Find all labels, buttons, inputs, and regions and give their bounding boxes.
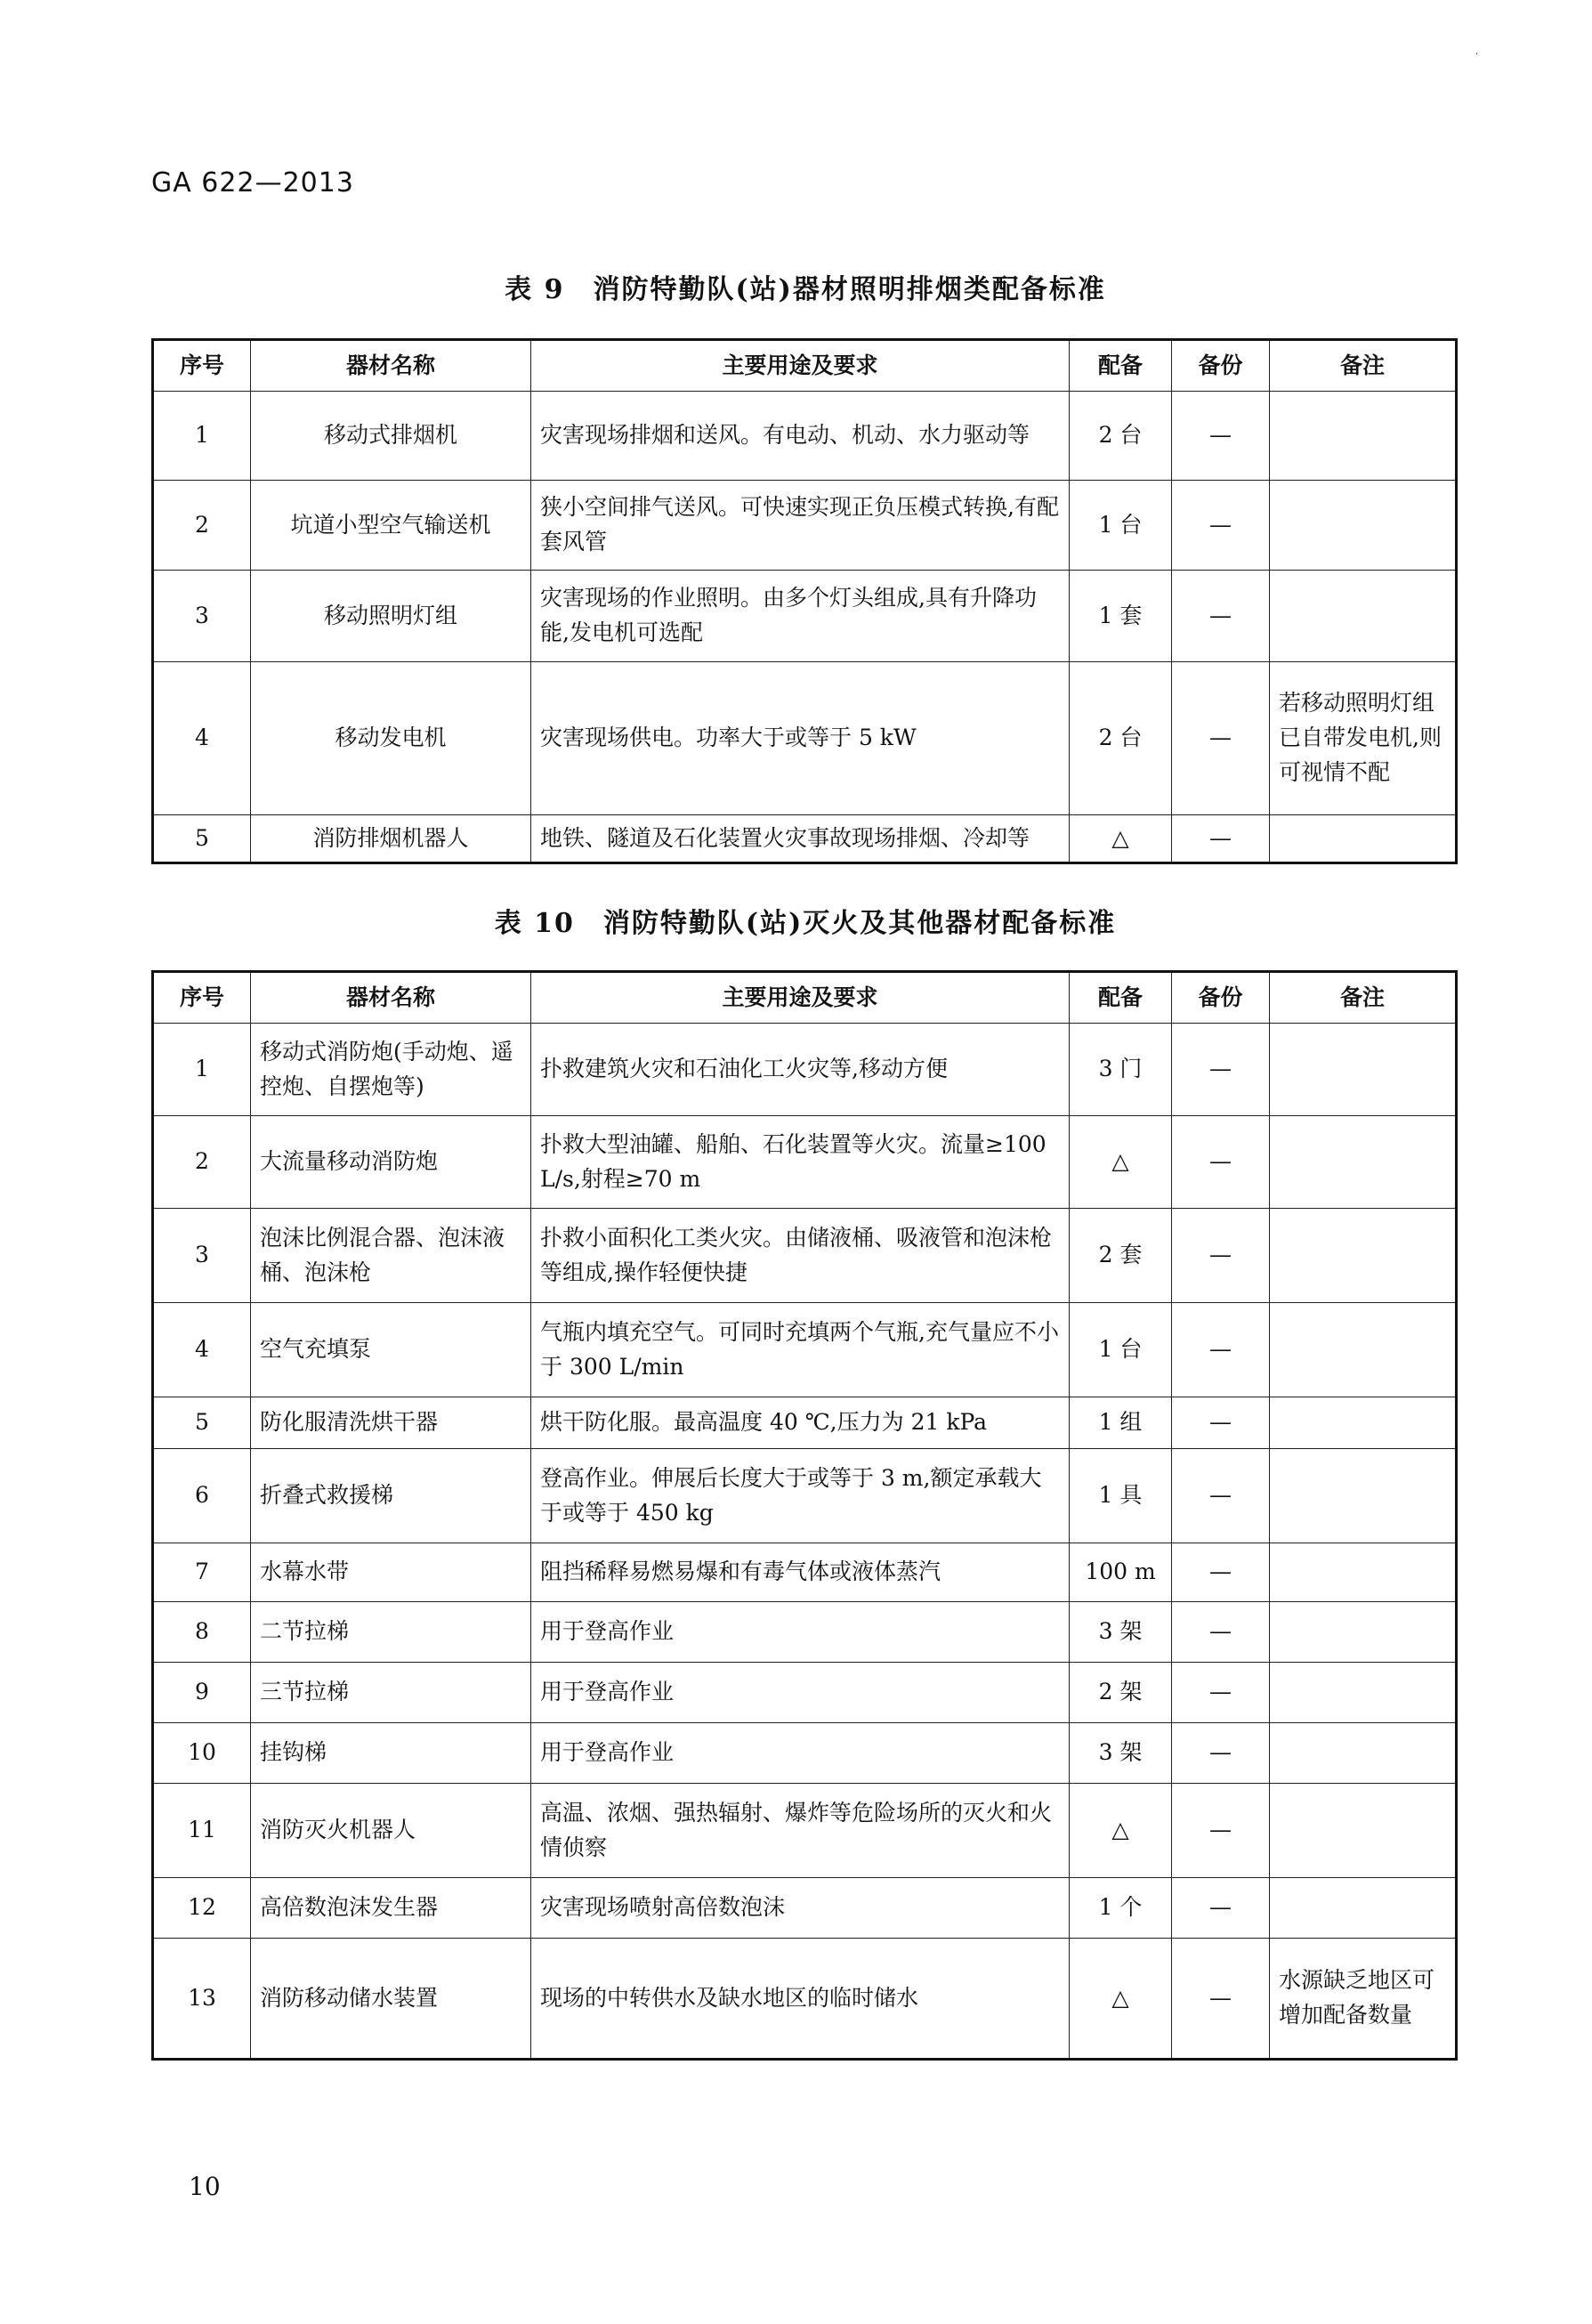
row-backup: — <box>1172 1209 1270 1303</box>
table-row <box>153 1663 1457 1723</box>
row-note <box>1270 815 1457 863</box>
col-header-backup: 备份 <box>1172 340 1270 392</box>
table10-header-row <box>153 972 1457 1024</box>
table-row <box>153 481 1457 571</box>
row-name: 高倍数泡沫发生器 <box>251 1878 531 1939</box>
row-note <box>1270 1116 1457 1209</box>
row-equip: △ <box>1070 1116 1172 1209</box>
table9-header-row <box>153 340 1457 392</box>
row-backup: — <box>1172 815 1270 863</box>
row-backup: — <box>1172 1303 1270 1397</box>
standard-number: GA 622—2013 <box>151 167 354 198</box>
row-note <box>1270 1024 1457 1116</box>
row-no: 1 <box>153 1024 251 1116</box>
row-equip: 1 套 <box>1070 571 1172 662</box>
table-row <box>153 1543 1457 1602</box>
row-name: 消防排烟机器人 <box>251 815 531 863</box>
table-row <box>153 1209 1457 1303</box>
scan-speck: · <box>1475 50 1478 60</box>
table-row <box>153 1449 1457 1543</box>
row-no: 2 <box>153 481 251 571</box>
row-equip: 1 台 <box>1070 1303 1172 1397</box>
row-no: 8 <box>153 1602 251 1663</box>
row-use: 狭小空间排气送风。可快速实现正负压模式转换,有配套风管 <box>531 481 1070 571</box>
row-use: 现场的中转供水及缺水地区的临时储水 <box>531 1939 1070 2060</box>
table9-caption: 表 9 消防特勤队(站)器材照明排烟类配备标准 <box>505 274 1106 305</box>
row-use: 登高作业。伸展后长度大于或等于 3 m,额定承载大于或等于 450 kg <box>531 1449 1070 1543</box>
row-backup: — <box>1172 1939 1270 2060</box>
row-no: 5 <box>153 815 251 863</box>
col-header-use: 主要用途及要求 <box>531 972 1070 1024</box>
row-name: 大流量移动消防炮 <box>251 1116 531 1209</box>
row-equip: 100 m <box>1070 1543 1172 1602</box>
row-equip: 2 套 <box>1070 1209 1172 1303</box>
row-equip: 3 架 <box>1070 1723 1172 1784</box>
row-use: 扑救小面积化工类火灾。由储液桶、吸液管和泡沫枪等组成,操作轻便快捷 <box>531 1209 1070 1303</box>
row-backup: — <box>1172 571 1270 662</box>
table10-caption: 表 10 消防特勤队(站)灭火及其他器材配备标准 <box>494 908 1117 939</box>
row-backup: — <box>1172 1449 1270 1543</box>
col-header-backup: 备份 <box>1172 972 1270 1024</box>
row-note <box>1270 1209 1457 1303</box>
row-equip: 2 台 <box>1070 662 1172 815</box>
row-no: 3 <box>153 571 251 662</box>
row-equip: 1 台 <box>1070 481 1172 571</box>
table-row <box>153 1024 1457 1116</box>
col-header-equip: 配备 <box>1070 972 1172 1024</box>
row-name: 消防灭火机器人 <box>251 1784 531 1878</box>
col-header-use: 主要用途及要求 <box>531 340 1070 392</box>
row-no: 2 <box>153 1116 251 1209</box>
row-equip: 1 组 <box>1070 1397 1172 1449</box>
col-header-name: 器材名称 <box>251 340 531 392</box>
row-use: 气瓶内填充空气。可同时充填两个气瓶,充气量应不小于 300 L/min <box>531 1303 1070 1397</box>
row-no: 3 <box>153 1209 251 1303</box>
row-equip: △ <box>1070 815 1172 863</box>
row-name: 空气充填泵 <box>251 1303 531 1397</box>
row-no: 10 <box>153 1723 251 1784</box>
row-name: 挂钩梯 <box>251 1723 531 1784</box>
row-name: 坑道小型空气输送机 <box>251 481 531 571</box>
row-note <box>1270 571 1457 662</box>
row-equip: 2 台 <box>1070 392 1172 481</box>
table-row <box>153 392 1457 481</box>
table-row <box>153 1602 1457 1663</box>
row-no: 13 <box>153 1939 251 2060</box>
row-note <box>1270 1663 1457 1723</box>
row-name: 移动式排烟机 <box>251 392 531 481</box>
row-backup: — <box>1172 1878 1270 1939</box>
row-use: 灾害现场喷射高倍数泡沫 <box>531 1878 1070 1939</box>
row-use: 高温、浓烟、强热辐射、爆炸等危险场所的灭火和火情侦察 <box>531 1784 1070 1878</box>
row-name: 折叠式救援梯 <box>251 1449 531 1543</box>
row-no: 4 <box>153 1303 251 1397</box>
row-note <box>1270 1303 1457 1397</box>
table9 <box>151 338 1458 864</box>
row-name: 泡沫比例混合器、泡沫液桶、泡沫枪 <box>251 1209 531 1303</box>
table-row <box>153 1784 1457 1878</box>
row-backup: — <box>1172 1024 1270 1116</box>
row-note: 若移动照明灯组已自带发电机,则可视情不配 <box>1270 662 1457 815</box>
row-backup: — <box>1172 1663 1270 1723</box>
row-note <box>1270 392 1457 481</box>
row-backup: — <box>1172 662 1270 815</box>
row-equip: 3 门 <box>1070 1024 1172 1116</box>
row-name: 水幕水带 <box>251 1543 531 1602</box>
row-name: 防化服清洗烘干器 <box>251 1397 531 1449</box>
row-equip: △ <box>1070 1784 1172 1878</box>
row-no: 7 <box>153 1543 251 1602</box>
col-header-note: 备注 <box>1270 972 1457 1024</box>
row-no: 11 <box>153 1784 251 1878</box>
row-no: 6 <box>153 1449 251 1543</box>
row-note <box>1270 1784 1457 1878</box>
row-note: 水源缺乏地区可增加配备数量 <box>1270 1939 1457 2060</box>
row-use: 灾害现场排烟和送风。有电动、机动、水力驱动等 <box>531 392 1070 481</box>
table10 <box>151 970 1458 2061</box>
row-backup: — <box>1172 1784 1270 1878</box>
row-no: 4 <box>153 662 251 815</box>
row-use: 地铁、隧道及石化装置火灾事故现场排烟、冷却等 <box>531 815 1070 863</box>
table-row <box>153 662 1457 815</box>
row-use: 用于登高作业 <box>531 1723 1070 1784</box>
row-backup: — <box>1172 1602 1270 1663</box>
table-row <box>153 1397 1457 1449</box>
table-row <box>153 571 1457 662</box>
row-note <box>1270 1397 1457 1449</box>
row-note <box>1270 1602 1457 1663</box>
row-name: 二节拉梯 <box>251 1602 531 1663</box>
row-use: 用于登高作业 <box>531 1663 1070 1723</box>
row-use: 灾害现场的作业照明。由多个灯头组成,具有升降功能,发电机可选配 <box>531 571 1070 662</box>
row-note <box>1270 481 1457 571</box>
table-row <box>153 1939 1457 2060</box>
row-backup: — <box>1172 1723 1270 1784</box>
row-no: 9 <box>153 1663 251 1723</box>
row-use: 灾害现场供电。功率大于或等于 5 kW <box>531 662 1070 815</box>
page-number: 10 <box>189 2172 221 2201</box>
row-backup: — <box>1172 1397 1270 1449</box>
row-name: 三节拉梯 <box>251 1663 531 1723</box>
row-equip: 1 具 <box>1070 1449 1172 1543</box>
row-name: 移动发电机 <box>251 662 531 815</box>
col-header-note: 备注 <box>1270 340 1457 392</box>
row-equip: △ <box>1070 1939 1172 2060</box>
row-no: 12 <box>153 1878 251 1939</box>
col-header-no: 序号 <box>153 972 251 1024</box>
row-note <box>1270 1543 1457 1602</box>
col-header-name: 器材名称 <box>251 972 531 1024</box>
row-no: 1 <box>153 392 251 481</box>
table-row <box>153 1116 1457 1209</box>
table-row <box>153 1723 1457 1784</box>
row-backup: — <box>1172 392 1270 481</box>
row-backup: — <box>1172 1116 1270 1209</box>
row-equip: 1 个 <box>1070 1878 1172 1939</box>
row-note <box>1270 1723 1457 1784</box>
row-note <box>1270 1449 1457 1543</box>
row-name: 移动照明灯组 <box>251 571 531 662</box>
row-use: 用于登高作业 <box>531 1602 1070 1663</box>
table-row <box>153 1303 1457 1397</box>
row-equip: 2 架 <box>1070 1663 1172 1723</box>
table-row <box>153 1878 1457 1939</box>
row-use: 阻挡稀释易燃易爆和有毒气体或液体蒸汽 <box>531 1543 1070 1602</box>
row-backup: — <box>1172 481 1270 571</box>
row-use: 扑救大型油罐、船舶、石化装置等火灾。流量≥100 L/s,射程≥70 m <box>531 1116 1070 1209</box>
col-header-equip: 配备 <box>1070 340 1172 392</box>
row-note <box>1270 1878 1457 1939</box>
row-no: 5 <box>153 1397 251 1449</box>
row-name: 移动式消防炮(手动炮、遥控炮、自摆炮等) <box>251 1024 531 1116</box>
col-header-no: 序号 <box>153 340 251 392</box>
row-use: 烘干防化服。最高温度 40 ℃,压力为 21 kPa <box>531 1397 1070 1449</box>
row-name: 消防移动储水装置 <box>251 1939 531 2060</box>
table-row <box>153 815 1457 863</box>
row-use: 扑救建筑火灾和石油化工火灾等,移动方便 <box>531 1024 1070 1116</box>
row-equip: 3 架 <box>1070 1602 1172 1663</box>
row-backup: — <box>1172 1543 1270 1602</box>
